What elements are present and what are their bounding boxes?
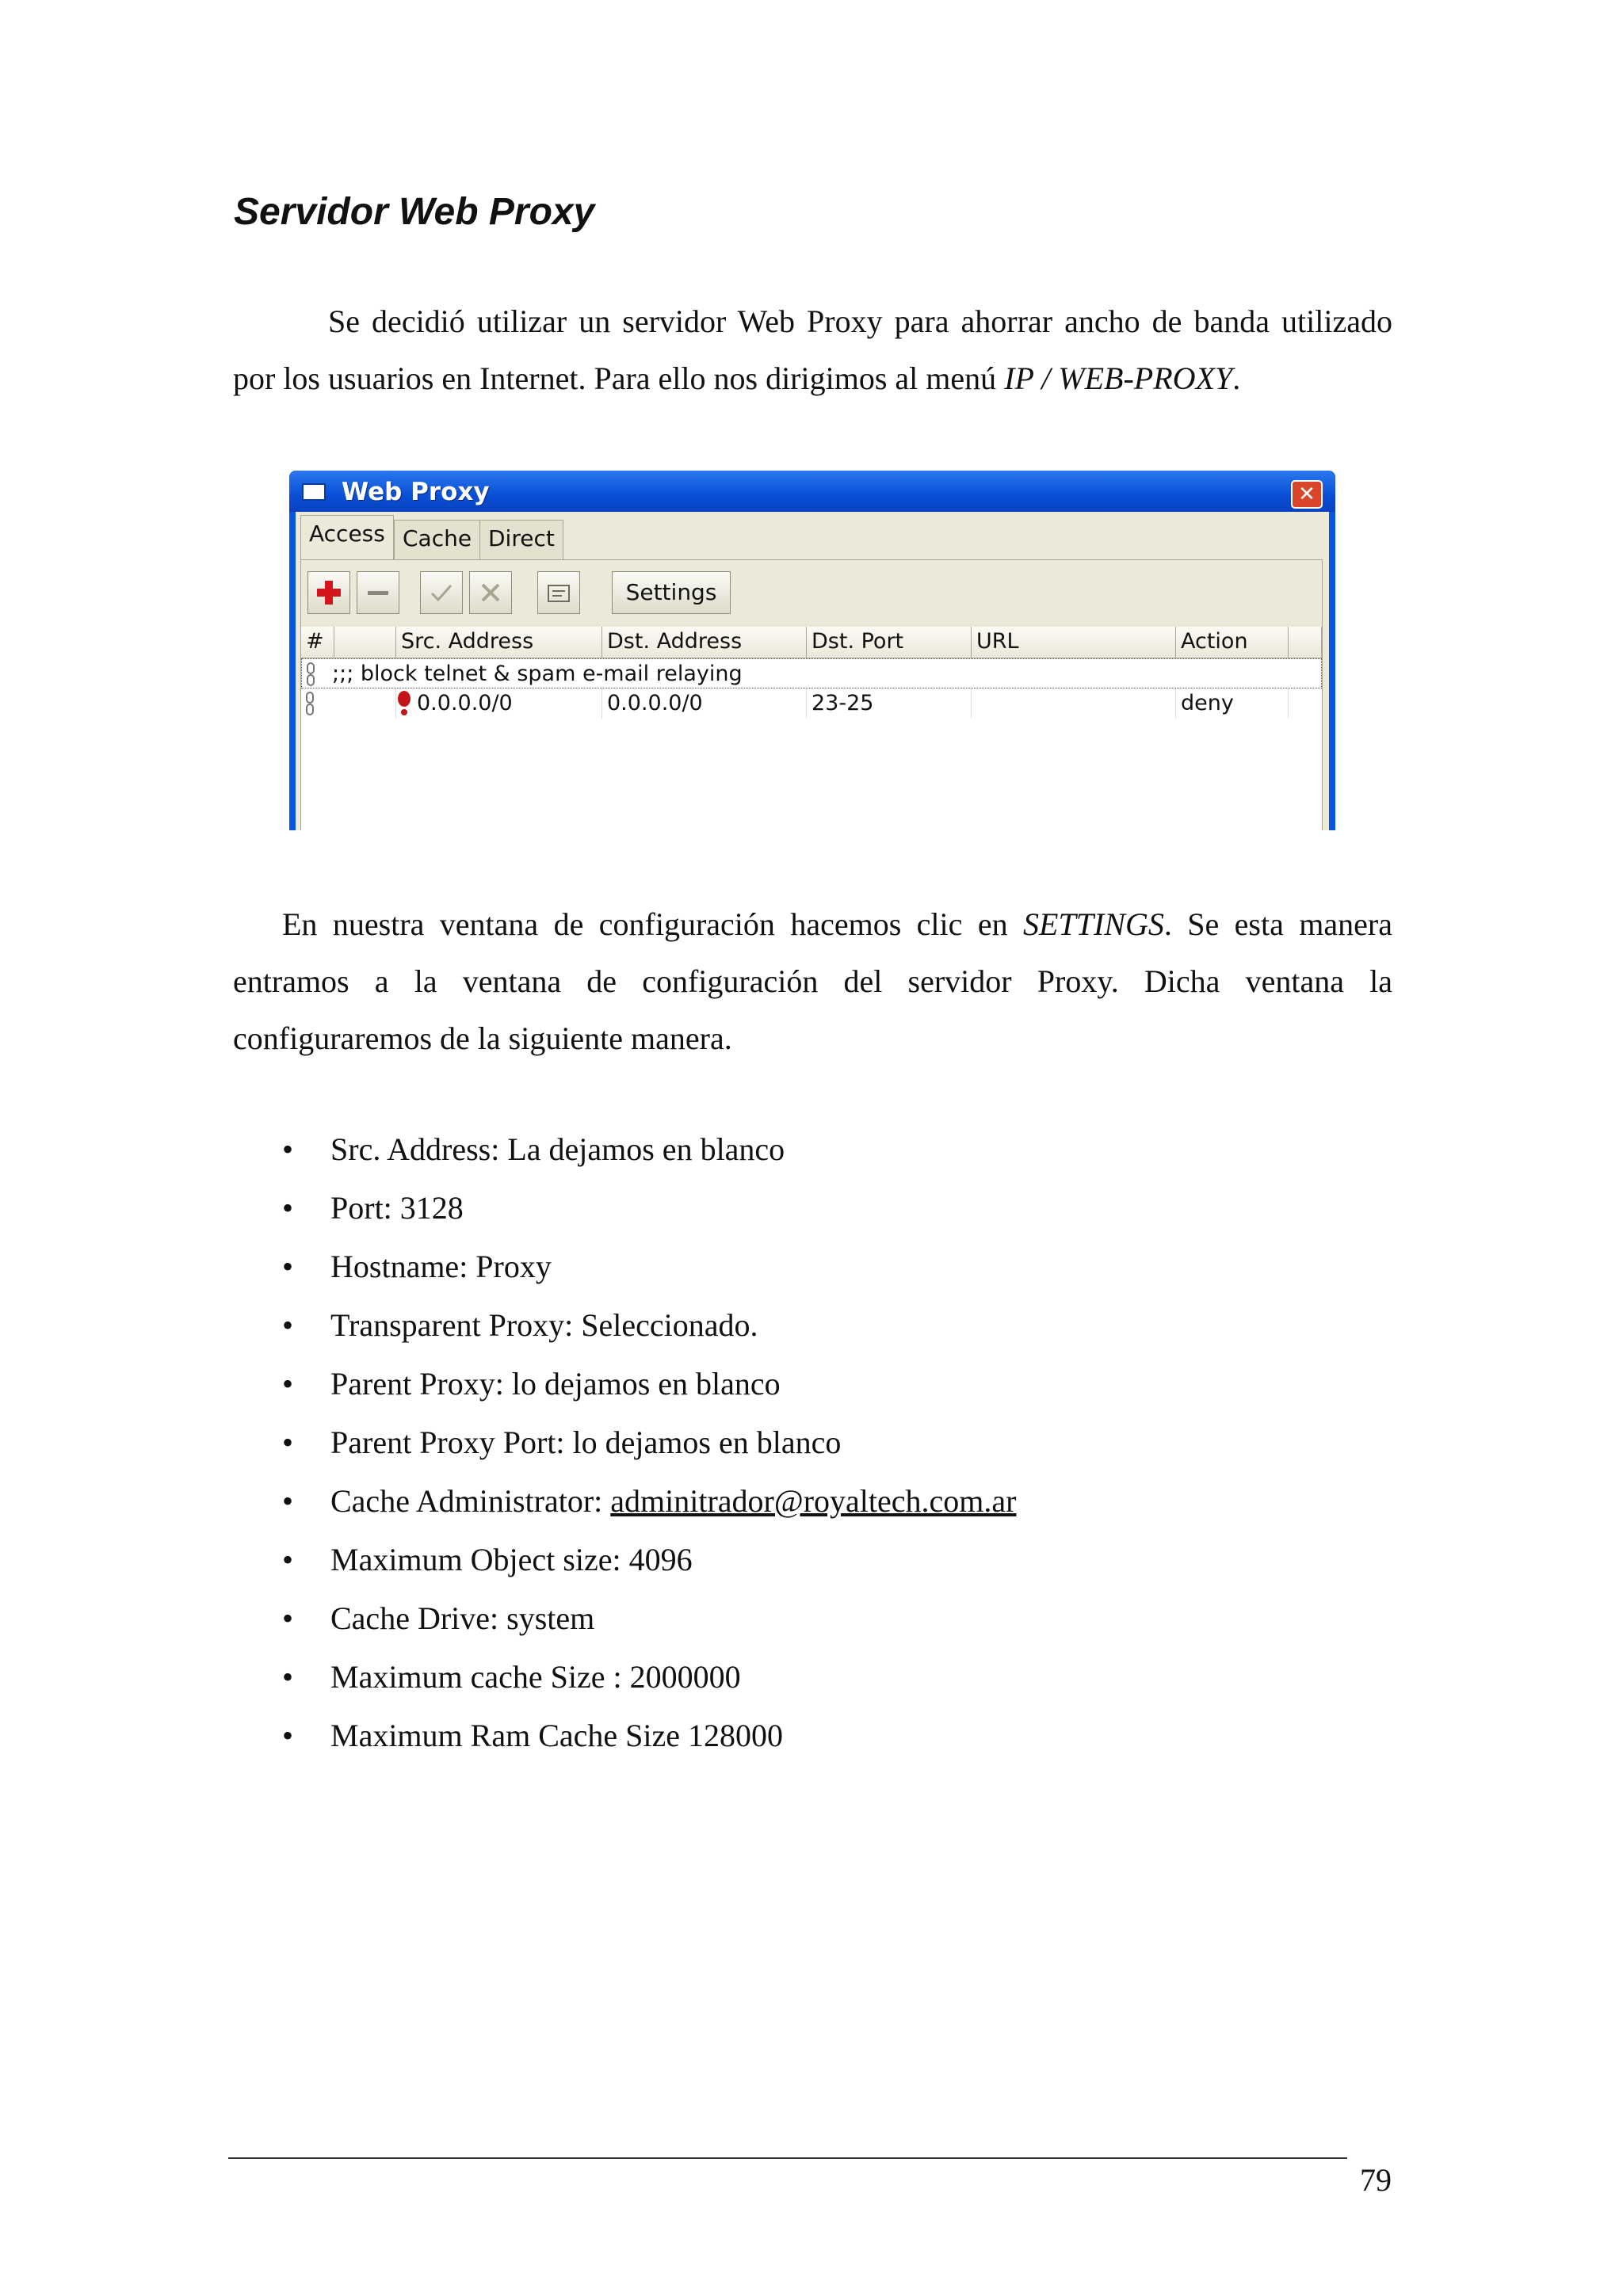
comment-icon — [545, 579, 572, 606]
settings-button[interactable]: Settings — [612, 571, 731, 614]
list-item-text: Maximum cache Size : 2000000 — [330, 1659, 741, 1695]
window-right-border — [1329, 512, 1335, 830]
list-item-text — [330, 1482, 1016, 1520]
rule-action: deny — [1176, 688, 1289, 719]
rule-src-address: 0.0.0.0/0 — [417, 691, 513, 715]
bullet: • — [282, 1718, 294, 1753]
list-item-text: Port: 3128 — [330, 1190, 464, 1226]
bullet: • — [282, 1542, 294, 1577]
cache-admin-email-link[interactable]: adminitrador@royaltech.com.ar — [610, 1483, 1017, 1519]
rule-url — [972, 688, 1176, 719]
rule-comment: ;;; block telnet & spam e-mail relaying — [332, 662, 743, 686]
list-item — [0, 1248, 1623, 1306]
list-item — [0, 1482, 1623, 1541]
column-header-dst-port[interactable]: Dst. Port — [807, 627, 972, 658]
remove-icon — [365, 579, 391, 606]
bullet: • — [282, 1483, 294, 1519]
intro-paragraph — [233, 293, 1392, 407]
list-item-text: Parent Proxy Port: lo dejamos en blanco — [330, 1425, 842, 1460]
bullet: • — [282, 1190, 294, 1226]
list-item — [0, 1306, 1623, 1365]
deny-icon — [396, 690, 412, 717]
intro-text: Se decidió utilizar un servidor Web Proxy para ahorrar ancho de banda utilizado por los usuarios en Internet. Para ello nos dirigimos al menú — [233, 303, 1392, 396]
footer-divider — [228, 2157, 1347, 2159]
section-heading: Servidor Web Proxy — [234, 191, 595, 233]
add-button[interactable] — [307, 571, 350, 614]
list-item-text: Parent Proxy: lo dejamos en blanco — [330, 1366, 781, 1402]
rule-src-address-cell — [396, 688, 602, 719]
add-icon — [315, 579, 342, 606]
remove-button[interactable] — [357, 571, 399, 614]
window-client-area — [296, 512, 1329, 830]
tab-cache[interactable]: Cache — [394, 520, 480, 559]
disable-button[interactable] — [469, 571, 512, 614]
list-item — [0, 1424, 1623, 1482]
settings-paragraph-start: En nuestra ventana de configuración hacemos clic en — [282, 906, 1024, 942]
list-item — [0, 1658, 1623, 1717]
access-tab-panel — [300, 559, 1323, 830]
list-item — [0, 1600, 1623, 1658]
bullet: • — [282, 1131, 294, 1167]
list-item-text: Hostname: Proxy — [330, 1249, 552, 1284]
bullet: • — [282, 1659, 294, 1695]
bullet: • — [282, 1249, 294, 1284]
menu-path: IP / WEB-PROXY — [1004, 360, 1233, 396]
intro-end: . — [1232, 360, 1241, 396]
settings-paragraph-end: . Se esta manera entramos a la ventana de configuración del servidor Proxy. Dicha ventana la configuraremos de la siguiente manera. — [233, 906, 1392, 1056]
bullet: • — [282, 1366, 294, 1402]
column-header-spacer — [1289, 627, 1322, 658]
table-row-rule[interactable] — [301, 688, 1322, 719]
table-row-comment[interactable] — [301, 658, 1322, 688]
column-header-src-address[interactable]: Src. Address — [396, 627, 602, 658]
enable-icon — [428, 579, 455, 606]
list-item-text: Src. Address: La dejamos en blanco — [330, 1131, 785, 1167]
bullet: • — [282, 1307, 294, 1343]
bullet: • — [282, 1600, 294, 1636]
list-item — [0, 1131, 1623, 1189]
window-titlebar[interactable] — [289, 471, 1335, 512]
rule-dst-port: 23-25 — [807, 688, 972, 719]
chain-icon — [304, 692, 315, 715]
web-proxy-window — [289, 471, 1335, 830]
close-button[interactable]: ✕ — [1291, 480, 1323, 509]
comment-button[interactable] — [537, 571, 580, 614]
bullet: • — [282, 1425, 294, 1460]
list-item — [0, 1365, 1623, 1424]
window-icon — [302, 483, 326, 501]
list-item — [0, 1541, 1623, 1600]
chain-icon — [305, 662, 316, 686]
cache-admin-label: Cache Administrator: — [330, 1483, 611, 1519]
column-header-flags[interactable] — [334, 627, 396, 658]
column-header-url[interactable]: URL — [972, 627, 1176, 658]
tab-access[interactable]: Access — [300, 515, 394, 559]
rule-dst-address: 0.0.0.0/0 — [602, 688, 807, 719]
list-item-text: Cache Drive: system — [330, 1600, 595, 1636]
settings-emphasis: SETTINGS — [1023, 906, 1164, 942]
list-item — [0, 1717, 1623, 1775]
list-item-text: Maximum Ram Cache Size 128000 — [330, 1718, 784, 1753]
rule-flags-cell — [334, 688, 396, 719]
enable-button[interactable] — [420, 571, 463, 614]
column-header-dst-address[interactable]: Dst. Address — [602, 627, 807, 658]
disable-icon — [477, 579, 504, 606]
tab-direct[interactable]: Direct — [479, 520, 563, 559]
list-item-text: Transparent Proxy: Seleccionado. — [330, 1307, 758, 1343]
column-header-number[interactable]: # — [301, 627, 334, 658]
window-title: Web Proxy — [342, 478, 490, 506]
list-item-text: Maximum Object size: 4096 — [330, 1542, 693, 1577]
column-header-action[interactable]: Action — [1176, 627, 1289, 658]
rules-table — [301, 627, 1322, 830]
list-item — [0, 1189, 1623, 1248]
settings-paragraph — [233, 896, 1392, 1067]
page-number: 79 — [1360, 2162, 1392, 2198]
